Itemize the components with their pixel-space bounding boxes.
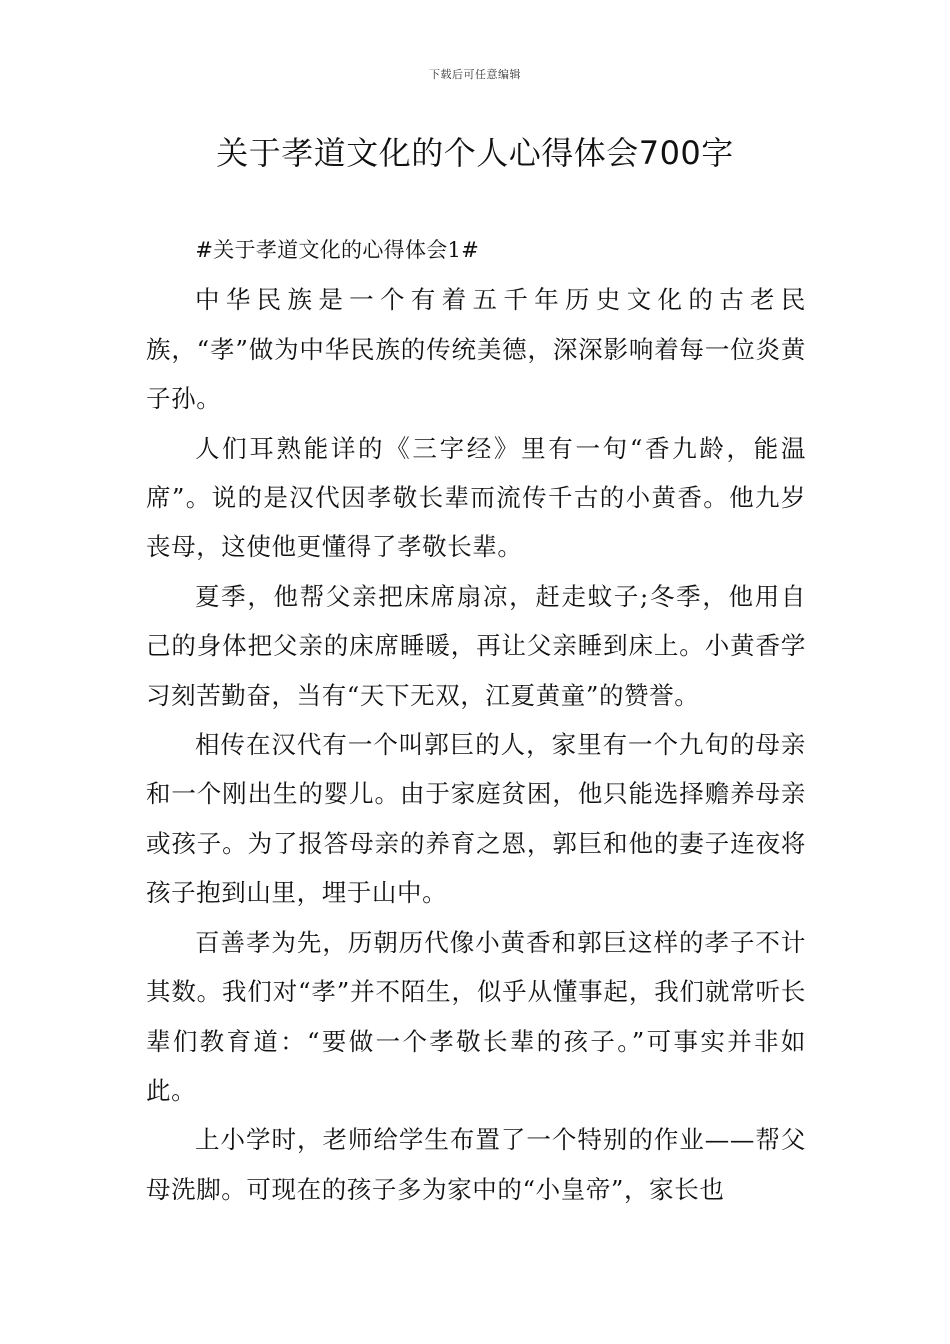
section-subheading: #关于孝道文化的心得体会1# xyxy=(195,238,480,262)
document-title: 关于孝道文化的个人心得体会700字 xyxy=(216,134,734,172)
paragraph-3: 夏季，他帮父亲把床席扇凉，赶走蚊子;冬季，他用自己的身体把父亲的床席睡暖，再让父亲睡到床上。小黄香学习刻苦勤奋，当有“天下无双，江夏黄童”的赞誉。 xyxy=(146,581,806,710)
header-note: 下载后可任意编辑 xyxy=(429,68,521,81)
paragraph-6: 上小学时，老师给学生布置了一个特别的作业——帮父母洗脚。可现在的孩子多为家中的“小皇帝”，家长也 xyxy=(146,1125,806,1204)
paragraph-1: 中华民族是一个有着五千年历史文化的古老民族，“孝”做为中华民族的传统美德，深深影响着每一位炎黄子孙。 xyxy=(146,285,806,414)
paragraph-5: 百善孝为先，历朝历代像小黄香和郭巨这样的孝子不计其数。我们对“孝”并不陌生，似乎从懂事起，我们就常听长辈们教育道：“要做一个孝敬长辈的孩子。”可事实并非如此。 xyxy=(146,927,806,1105)
document-body xyxy=(146,226,806,1214)
paragraph-2: 人们耳熟能详的《三字经》里有一句“香九龄，能温席”。说的是汉代因孝敬长辈而流传千古的小黄香。他九岁丧母，这使他更懂得了孝敬长辈。 xyxy=(146,433,806,562)
paragraph-4: 相传在汉代有一个叫郭巨的人，家里有一个九旬的母亲和一个刚出生的婴儿。由于家庭贫困，他只能选择赡养母亲或孩子。为了报答母亲的养育之恩，郭巨和他的妻子连夜将孩子抱到山里，埋于山中。 xyxy=(146,730,806,908)
